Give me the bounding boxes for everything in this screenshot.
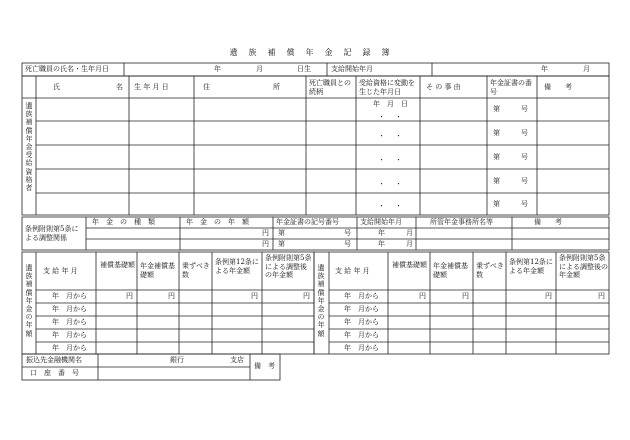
adj-row1-year: 年 [378, 229, 385, 237]
row2-dai: 第 [493, 129, 500, 137]
payment-start-label: 支給開始年月 [331, 65, 373, 73]
amount-label-left: 遺族補償年金の年額 [25, 264, 33, 338]
amt-left-row1-month: 年 月から [52, 292, 87, 300]
adj-row2-month: 月 [406, 240, 413, 248]
row4-dai: 第 [493, 177, 500, 185]
deceased-name-dob-label: 死亡職員の氏名・生年月日 [25, 65, 109, 73]
amt-left-row1-yen2: 円 [168, 292, 175, 300]
amt-left-adjusted-header: 条例附則第5条による調整後の年金額 [265, 254, 312, 279]
amount-label-right: 遺族補償年金の年額 [317, 264, 325, 338]
bank-ginko: 銀行 [170, 356, 184, 364]
header-name: 氏 名 [53, 83, 123, 91]
amt-left-row1-yen4: 円 [303, 292, 310, 300]
amt-left-pension-base-header: 年金補償基礎額 [140, 262, 175, 279]
row5-dai: 第 [493, 200, 500, 208]
header-remarks: 備 考 [544, 83, 572, 91]
row2-go: 号 [521, 129, 528, 137]
amt-right-row1-yen1: 円 [419, 292, 426, 300]
payment-start-year: 年 [541, 65, 548, 73]
amt-right-row3-month: 年 月から [344, 318, 379, 326]
header-change-date: 受給資格に変動を生じた年月日 [359, 79, 415, 96]
row5-dots: ・・ [378, 202, 412, 210]
dob-year: 年 [214, 65, 221, 73]
adj-row1-dai: 第 [278, 229, 285, 237]
header-address: 住 所 [203, 83, 280, 91]
bank-shiten: 支店 [230, 356, 244, 364]
row2-dots: ・・ [378, 132, 412, 140]
row1-change-ymd: 年 月 日 [373, 100, 408, 108]
account-number-label: 口 座 番 号 [30, 369, 79, 377]
row1-go: 号 [521, 105, 528, 113]
adj-row2-year: 年 [378, 240, 385, 248]
amt-right-row1-yen4: 円 [598, 292, 605, 300]
header-relation: 死亡職員との続柄 [309, 79, 351, 96]
amt-left-row4-month: 年 月から [52, 331, 87, 339]
row4-dots: ・・ [378, 180, 412, 188]
amt-left-month-header: 支 給 年 月 [43, 267, 78, 275]
bank-remarks: 備 考 [254, 362, 275, 370]
amt-right-row1-yen3: 円 [545, 292, 552, 300]
recipients-label: 遺族補償年金受給資格者 [25, 102, 33, 193]
adj-row1-month: 月 [406, 229, 413, 237]
amt-right-row5-month: 年 月から [344, 344, 379, 352]
payment-start-month: 月 [583, 65, 590, 73]
adj-header-office: 所管年金事務所名等 [430, 218, 493, 226]
adj-header-start: 支給開始年月 [360, 218, 402, 226]
header-cert-no: 年金証書の番号 [490, 79, 532, 96]
row3-go: 号 [521, 153, 528, 161]
amt-right-row1-month: 年 月から [344, 292, 379, 300]
amt-left-multiplier-header: 乗ずべき数 [182, 262, 210, 279]
amt-right-row2-month: 年 月から [344, 305, 379, 313]
amt-right-multiplier-header: 乗ずべき数 [476, 262, 504, 279]
amt-left-row3-month: 年 月から [52, 318, 87, 326]
amt-right-row4-month: 年 月から [344, 331, 379, 339]
amt-left-row5-month: 年 月から [52, 344, 87, 352]
form-title: 遺族補償年金記録簿 [229, 48, 401, 57]
adj-row2-go: 号 [344, 240, 351, 248]
adjustment-label: 条例附則第5条による調整関係 [25, 225, 79, 242]
amt-right-adjusted-header: 条例附則第5条による調整後の年金額 [559, 254, 608, 279]
row5-go: 号 [521, 200, 528, 208]
row1-dai: 第 [493, 105, 500, 113]
amt-left-row1-yen1: 円 [126, 292, 133, 300]
adj-row2-dai: 第 [278, 240, 285, 248]
header-reason: そ の 事 由 [426, 83, 461, 91]
adj-row1-go: 号 [344, 229, 351, 237]
amt-right-pension-base-header: 年金補償基礎額 [433, 262, 468, 279]
amt-right-month-header: 支 給 年 月 [335, 267, 370, 275]
amt-left-row2-month: 年 月から [52, 305, 87, 313]
row3-dai: 第 [493, 153, 500, 161]
adj-row2-yen: 円 [262, 240, 269, 248]
adj-header-remarks: 備 考 [534, 218, 562, 226]
adj-header-cert: 年金証書の記号番号 [276, 218, 339, 226]
adj-header-type: 年 金 の 種 類 [92, 218, 155, 226]
amt-right-row1-yen2: 円 [462, 292, 469, 300]
adj-header-amount: 年 金 の 年 額 [186, 218, 249, 226]
amt-left-row1-yen3: 円 [251, 292, 258, 300]
bank-label: 振込先金融機関名 [26, 356, 82, 364]
header-dob: 生 年 月 日 [134, 83, 169, 91]
amt-right-art12-header: 条例第12条による年金額 [509, 258, 553, 275]
amt-left-art12-header: 条例第12条による年金額 [215, 258, 259, 275]
row4-go: 号 [521, 177, 528, 185]
row1-dots: ・・ [378, 113, 412, 121]
dob-day: 日生 [297, 65, 311, 73]
dob-month: 月 [256, 65, 263, 73]
adj-row1-yen: 円 [262, 229, 269, 237]
row3-dots: ・・ [378, 156, 412, 164]
amt-left-base-header: 補償基礎額 [100, 261, 135, 269]
amt-right-base-header: 補償基礎額 [392, 261, 427, 269]
